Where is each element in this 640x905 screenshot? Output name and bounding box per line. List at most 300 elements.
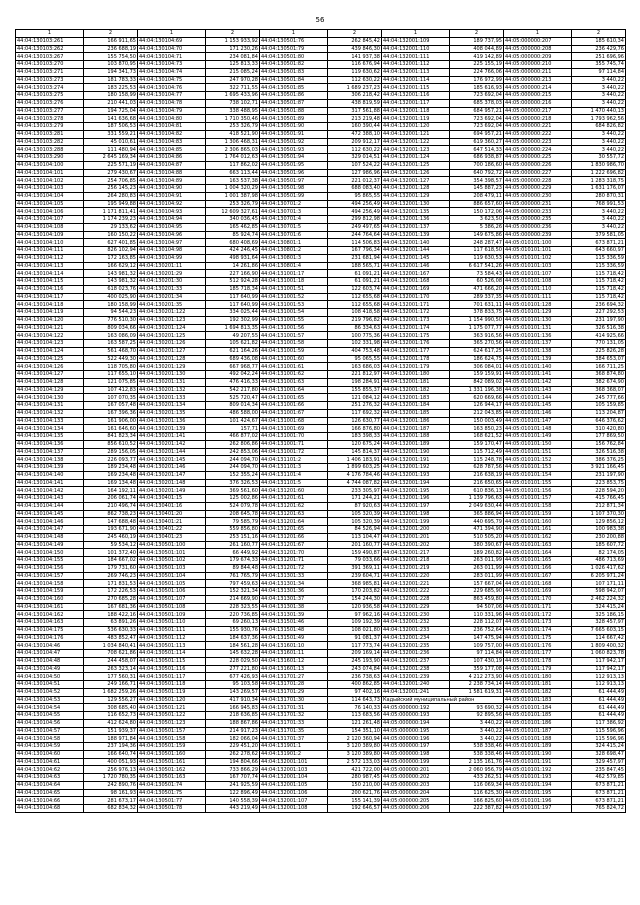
cadastral-value-cell: 328 698,47 [572, 750, 626, 758]
cadastral-value-cell: 471 666,20 [450, 285, 504, 293]
cadastral-number-cell: 44:04:130501:95 [260, 161, 328, 169]
cadastral-number-cell: 44:04:130104:161 [16, 603, 84, 611]
cadastral-number-cell: 44:04:130104:88 [138, 169, 206, 177]
cadastral-number-cell: 44:05:000000:210 [504, 61, 572, 69]
cadastral-number-cell: 44:04:132001:103 [260, 766, 328, 774]
cadastral-value-cell: 4 176 784,46 [328, 471, 382, 479]
cadastral-number-cell: 44:04:130104:99 [138, 254, 206, 262]
cadastral-value-cell: 620 669,66 [450, 394, 504, 402]
table-row [16, 471, 626, 479]
cadastral-number-cell: 44:04:130401:20 [138, 510, 206, 518]
cadastral-value-cell: 166 711,25 [572, 363, 626, 371]
cadastral-number-cell: 44:05:010101:139 [504, 355, 572, 363]
cadastral-number-cell: 44:05:010101:171 [504, 603, 572, 611]
cadastral-number-cell: 44:04:130103:278 [16, 115, 84, 123]
cadastral-number-cell: 44:04:131701:29 [260, 688, 328, 696]
cadastral-value-cell: 380 390,67 [450, 541, 504, 549]
cadastral-value-cell: 809 034,66 [84, 324, 138, 332]
cadastral-value-cell: 82 174,05 [572, 549, 626, 557]
cadastral-value-cell: 682 834,32 [84, 805, 138, 813]
cadastral-number-cell: 44:05:010101:190 [504, 750, 572, 758]
cadastral-number-cell: 44:04:132001:112 [382, 61, 450, 69]
cadastral-number-cell: 44:04:131201:65 [260, 526, 328, 534]
cadastral-value-cell: 143 269,57 [206, 688, 260, 696]
cadastral-number-cell: 44:04:130104:102 [16, 177, 84, 185]
cadastral-number-cell: 44:04:130501:93 [260, 146, 328, 154]
cadastral-value-cell: 143 981,32 [84, 278, 138, 286]
cadastral-number-cell: 44:04:130104:55 [16, 712, 84, 720]
cadastral-value-cell: 326 516,38 [572, 448, 626, 456]
cadastral-number-cell: 44:04:132001:104 [260, 774, 328, 782]
cadastral-value-cell: 280 987,45 [328, 774, 382, 782]
cadastral-value-cell: 45 010,61 [84, 138, 138, 146]
cadastral-value-cell: 117 942,17 [572, 657, 626, 665]
cadastral-number-cell: 44:04:130104:133 [16, 417, 84, 425]
cadastral-number-cell: 44:05:010101:188 [504, 735, 572, 743]
cadastral-number-cell: 44:04:130501:158 [138, 735, 206, 743]
cadastral-number-cell: 44:04:130501:80 [260, 53, 328, 61]
table-row [16, 61, 626, 69]
cadastral-number-cell: 44:04:132001:115 [382, 84, 450, 92]
table-row [16, 285, 626, 293]
cadastral-value-cell: 354 398,57 [450, 177, 504, 185]
cadastral-value-cell: 115 718,42 [572, 270, 626, 278]
cadastral-value-cell: 723 692,04 [450, 92, 504, 100]
cadastral-value-cell: 229 451,20 [206, 743, 260, 751]
cadastral-number-cell: 44:04:130201:122 [138, 309, 206, 317]
cadastral-value-cell: 685 378,03 [450, 99, 504, 107]
cadastral-number-cell: 44:04:131901:2 [260, 750, 328, 758]
cadastral-value-cell: 1 830 986,70 [572, 161, 626, 169]
cadastral-value-cell: 79 585,79 [206, 518, 260, 526]
cadastral-number-cell: 44:04:130104:85 [138, 146, 206, 154]
cadastral-value-cell: 210 441,03 [84, 99, 138, 107]
cadastral-value-cell: 510 505,20 [450, 533, 504, 541]
table-row [16, 130, 626, 138]
cadastral-value-cell: 542 217,80 [206, 386, 260, 394]
cadastral-number-cell: 44:04:130104:56 [16, 719, 84, 727]
cadastral-number-cell: 44:04:130501:87 [260, 99, 328, 107]
cadastral-number-cell: 44:05:000000:198 [382, 750, 450, 758]
cadastral-number-cell: 44:04:130501:112 [138, 634, 206, 642]
cadastral-value-cell: 1 694 813,35 [206, 324, 260, 332]
cadastral-value-cell: 561 468,70 [84, 347, 138, 355]
cadastral-number-cell: 44:04:130104:96 [138, 231, 206, 239]
cadastral-value-cell: 122 603,74 [328, 285, 382, 293]
cadastral-value-cell: 188 971,84 [84, 735, 138, 743]
cadastral-value-cell: 107 070,35 [84, 394, 138, 402]
cadastral-value-cell: 247 970,28 [206, 76, 260, 84]
cadastral-value-cell: 92 895,56 [450, 712, 504, 720]
cadastral-value-cell: 115 336,59 [572, 254, 626, 262]
cadastral-number-cell: 44:05:000000:224 [504, 146, 572, 154]
cadastral-number-cell: 44:04:130201:126 [138, 340, 206, 348]
cadastral-number-cell: 44:04:130401:22 [138, 526, 206, 534]
cadastral-number-cell: 44:04:130104:65 [16, 789, 84, 797]
cadastral-number-cell: 44:04:130104:103 [16, 185, 84, 193]
cadastral-value-cell: 253 151,16 [206, 533, 260, 541]
cadastral-value-cell: 643 660,97 [572, 247, 626, 255]
cadastral-number-cell: 44:04:132001:179 [382, 363, 450, 371]
cadastral-number-cell: 44:05:010101:196 [504, 797, 572, 805]
cadastral-value-cell: 209 912,17 [328, 138, 382, 146]
table-row [16, 642, 626, 650]
table-row [16, 479, 626, 487]
cadastral-value-cell: 2 462 224,32 [572, 595, 626, 603]
cadastral-value-cell: 230 200,88 [572, 533, 626, 541]
cadastral-number-cell: 44:04:130104:114 [16, 270, 84, 278]
cadastral-number-cell: 44:04:130104:124 [16, 347, 84, 355]
cadastral-number-cell: 44:05:010101:149 [504, 433, 572, 441]
cadastral-value-cell: 185 607,72 [572, 541, 626, 549]
cadastral-number-cell: 44:04:131201:67 [260, 541, 328, 549]
cadastral-number-cell: 44:05:000000:213 [504, 76, 572, 84]
cadastral-number-cell: 44:04:131001:51 [260, 285, 328, 293]
cadastral-number-cell: 44:04:130104:54 [16, 704, 84, 712]
cadastral-number-cell: 44:04:131501:49 [260, 634, 328, 642]
cadastral-value-cell: 329 014,51 [328, 154, 382, 162]
table-row [16, 301, 626, 309]
cadastral-value-cell: 115 248,78 [450, 456, 504, 464]
cadastral-value-cell: 2 060 956,79 [450, 766, 504, 774]
cadastral-value-cell: 1 809 400,32 [572, 642, 626, 650]
cadastral-value-cell: 101 424,67 [206, 417, 260, 425]
cadastral-number-cell: 44:04:130701:2 [260, 200, 328, 208]
cadastral-value-cell: 1 034 840,41 [84, 642, 138, 650]
cadastral-number-cell: 44:04:130104:97 [138, 239, 206, 247]
cadastral-number-cell: 44:05:010101:136 [504, 332, 572, 340]
cadastral-value-cell: 471 394,90 [450, 526, 504, 534]
cadastral-number-cell: 44:04:130201:148 [138, 479, 206, 487]
cadastral-number-cell: 44:04:130104:139 [16, 464, 84, 472]
cadastral-value-cell: 765 824,72 [572, 805, 626, 813]
table-row [16, 781, 626, 789]
cadastral-value-cell: 1 154 990,50 [450, 316, 504, 324]
cadastral-number-cell: 44:04:131001:64 [260, 386, 328, 394]
cadastral-number-cell: 44:04:131201:62 [260, 502, 328, 510]
cadastral-value-cell: 220 736,85 [206, 611, 260, 619]
cadastral-number-cell: 44:04:130104:155 [16, 557, 84, 565]
cadastral-value-cell: 231 681,94 [328, 254, 382, 262]
cadastral-number-cell: 44:04:130201:29 [138, 270, 206, 278]
cadastral-number-cell: 44:04:131001:53 [260, 301, 328, 309]
table-row [16, 626, 626, 634]
cadastral-number-cell: 44:04:132001:217 [382, 549, 450, 557]
cadastral-value-cell: 107 171,11 [572, 580, 626, 588]
cadastral-value-cell: 167 707,74 [206, 774, 260, 782]
cadastral-value-cell: 166 640,74 [84, 750, 138, 758]
cadastral-number-cell: 44:04:131301:36 [260, 588, 328, 596]
cadastral-value-cell: 476 416,33 [206, 378, 260, 386]
table-row [16, 402, 626, 410]
cadastral-number-cell: 44:04:130501:122 [138, 712, 206, 720]
cadastral-value-cell: 306 084,01 [450, 363, 504, 371]
cadastral-value-cell: 112 630,22 [328, 146, 382, 154]
column-header: 1 [16, 30, 84, 38]
cadastral-number-cell: 44:04:132001:101 [260, 758, 328, 766]
cadastral-value-cell: 415 766,45 [572, 495, 626, 503]
cadastral-value-cell: 157,71 [206, 425, 260, 433]
cadastral-value-cell: 355 745,74 [572, 61, 626, 69]
table-row [16, 588, 626, 596]
cadastral-value-cell: 73 584,43 [450, 270, 504, 278]
cadastral-number-cell: 44:04:132001:121 [382, 130, 450, 138]
cadastral-number-cell: 44:04:130501:116 [138, 665, 206, 673]
table-row [16, 797, 626, 805]
column-header: 2 [328, 30, 382, 38]
cadastral-value-cell: 110 331,96 [450, 611, 504, 619]
cadastral-value-cell: 69 260,13 [206, 619, 260, 627]
cadastral-number-cell: 44:04:130104:113 [16, 262, 84, 270]
cadastral-number-cell: 44:05:000000:196 [382, 735, 450, 743]
cadastral-value-cell: 113 104,47 [328, 533, 382, 541]
cadastral-number-cell: 44:04:132001:176 [382, 340, 450, 348]
cadastral-number-cell: 44:04:130104:148 [16, 533, 84, 541]
cadastral-number-cell: 44:04:130104:117 [16, 293, 84, 301]
cadastral-value-cell: 118 705,80 [84, 363, 138, 371]
cadastral-value-cell: 210 496,74 [84, 502, 138, 510]
cadastral-number-cell: 44:05:010101:195 [504, 789, 572, 797]
cadastral-number-cell: 44:04:131001:72 [260, 448, 328, 456]
cadastral-number-cell: 44:04:130103:274 [16, 84, 84, 92]
table-row [16, 161, 626, 169]
cadastral-number-cell: 44:05:000000:218 [504, 115, 572, 123]
cadastral-value-cell: 145 887,23 [450, 185, 504, 193]
table-row [16, 154, 626, 162]
cadastral-value-cell: 97 114,84 [450, 650, 504, 658]
cadastral-value-cell: 183 398,33 [328, 433, 382, 441]
cadastral-number-cell: 44:05:010101:101 [504, 247, 572, 255]
cadastral-number-cell: 44:04:130104:140 [16, 471, 84, 479]
cadastral-number-cell: 44:04:132001:180 [382, 371, 450, 379]
cadastral-number-cell: 44:04:132001:167 [382, 270, 450, 278]
cadastral-value-cell: 117 640,99 [206, 293, 260, 301]
cadastral-number-cell: 44:04:130501:88 [260, 107, 328, 115]
cadastral-value-cell: 886 657,60 [450, 200, 504, 208]
cadastral-value-cell: 159 170,47 [450, 440, 504, 448]
cadastral-value-cell: 236 694,32 [572, 301, 626, 309]
cadastral-value-cell: 483 852,47 [84, 634, 138, 642]
cadastral-number-cell: 44:05:010101:189 [504, 743, 572, 751]
cadastral-number-cell: 44:04:130501:89 [260, 115, 328, 123]
cadastral-value-cell: 3 440,22 [572, 223, 626, 231]
cadastral-number-cell: 44:04:131001:55 [260, 316, 328, 324]
table-row [16, 510, 626, 518]
cadastral-value-cell: 386 376,25 [572, 456, 626, 464]
cadastral-number-cell: 44:04:130103:277 [16, 107, 84, 115]
cadastral-number-cell: 44:05:010101:107 [504, 270, 572, 278]
cadastral-number-cell: 44:04:130201:34 [138, 293, 206, 301]
cadastral-value-cell: 365 270,56 [450, 340, 504, 348]
cadastral-number-cell: 44:04:131701:30 [260, 696, 328, 704]
cadastral-value-cell: 167 396,36 [84, 409, 138, 417]
cadastral-value-cell: 2 049 630,44 [450, 502, 504, 510]
cadastral-value-cell: 262 806,86 [206, 440, 260, 448]
table-row [16, 495, 626, 503]
cadastral-number-cell: 44:04:130501:77 [138, 797, 206, 805]
cadastral-number-cell: 44:04:131101:4 [260, 471, 328, 479]
cadastral-number-cell: 44:04:130104:58 [16, 735, 84, 743]
cadastral-number-cell: 44:04:130501:97 [260, 177, 328, 185]
cadastral-value-cell: 647 514,33 [450, 146, 504, 154]
cadastral-value-cell: 95 065,55 [328, 355, 382, 363]
cadastral-number-cell: 44:04:130104:100 [16, 161, 84, 169]
cadastral-number-cell: 44:04:132001:139 [382, 231, 450, 239]
cadastral-number-cell: 44:04:130104:130 [16, 394, 84, 402]
cadastral-value-cell: 115 596,96 [572, 727, 626, 735]
cadastral-number-cell: 44:04:132001:119 [382, 115, 450, 123]
cadastral-number-cell: 44:04:130104:175 [16, 626, 84, 634]
cadastral-number-cell: 44:04:130104:158 [16, 580, 84, 588]
cadastral-number-cell: 44:04:130104:101 [16, 169, 84, 177]
cadastral-value-cell: 2 572 133,03 [328, 758, 382, 766]
cadastral-number-cell: 44:04:130104:48 [16, 657, 84, 665]
cadastral-number-cell: 44:04:130104:110 [16, 239, 84, 247]
table-row [16, 115, 626, 123]
cadastral-value-cell: 163 686,03 [328, 363, 382, 371]
cadastral-number-cell: 44:04:130201:35 [138, 301, 206, 309]
cadastral-value-cell: 3 440,22 [572, 146, 626, 154]
cadastral-value-cell: 225 155,19 [450, 61, 504, 69]
cadastral-value-cell: 166 876,80 [328, 425, 382, 433]
cadastral-number-cell: 44:04:130801:4 [260, 262, 328, 270]
cadastral-number-cell: 44:04:132001:202 [382, 541, 450, 549]
cadastral-value-cell: 159 159,91 [450, 371, 504, 379]
cadastral-number-cell: 44:04:132001:222 [382, 588, 450, 596]
cadastral-value-cell: 306 218,42 [328, 92, 382, 100]
cadastral-value-cell: 462 579,85 [572, 774, 626, 782]
cadastral-value-cell: 172 226,53 [84, 588, 138, 596]
cadastral-value-cell: 164 192,11 [84, 487, 138, 495]
cadastral-value-cell: 236 738,63 [328, 673, 382, 681]
cadastral-value-cell: 60 526,08 [450, 278, 504, 286]
cadastral-value-cell: 154 244,30 [328, 595, 382, 603]
cadastral-number-cell: 44:04:130501:119 [138, 688, 206, 696]
cadastral-number-cell: 44:04:131501:46 [260, 619, 328, 627]
cadastral-value-cell: 192 646,57 [328, 805, 382, 813]
cadastral-number-cell: 44:04:130104:64 [16, 781, 84, 789]
cadastral-value-cell: 113 683,56 [328, 712, 382, 720]
cadastral-value-cell: 279 430,67 [84, 169, 138, 177]
cadastral-number-cell: 44:04:130104:137 [16, 448, 84, 456]
cadastral-number-cell: 44:05:000000:195 [382, 727, 450, 735]
cadastral-number-cell: 44:04:132001:198 [382, 510, 450, 518]
cadastral-number-cell: 44:04:131001:61 [260, 363, 328, 371]
cadastral-value-cell: 107 524,22 [328, 161, 382, 169]
cadastral-value-cell: 331 559,21 [84, 130, 138, 138]
cadastral-number-cell: 44:04:130103:281 [16, 130, 84, 138]
cadastral-number-cell: 44:04:130104:50 [16, 673, 84, 681]
cadastral-number-cell: 44:04:130501:117 [138, 673, 206, 681]
table-row [16, 735, 626, 743]
cadastral-value-cell: 61 444,49 [572, 696, 626, 704]
cadastral-value-cell: 225 571,19 [84, 161, 138, 169]
cadastral-number-cell: 44:04:132001:233 [382, 626, 450, 634]
cadastral-value-cell: 122 896,49 [206, 789, 260, 797]
cadastral-value-cell: 486 713,69 [572, 557, 626, 565]
cadastral-value-cell: 640 792,72 [450, 169, 504, 177]
cadastral-number-cell: 44:04:132001:129 [382, 192, 450, 200]
cadastral-value-cell: 109 757,00 [450, 642, 504, 650]
table-row [16, 247, 626, 255]
cadastral-number-cell: 44:04:130501:86 [260, 92, 328, 100]
cadastral-number-cell: 44:04:130104:105 [16, 200, 84, 208]
cadastral-number-cell: 44:04:132001:240 [382, 681, 450, 689]
cadastral-number-cell: 44:04:132001:145 [382, 254, 450, 262]
cadastral-value-cell: 177 560,31 [84, 673, 138, 681]
cadastral-value-cell: 140 558,39 [206, 797, 260, 805]
cadastral-value-cell: 147 475,94 [450, 634, 504, 642]
cadastral-number-cell: 44:04:130104:127 [16, 371, 84, 379]
table-header-row [16, 30, 626, 38]
cadastral-number-cell: 44:04:130501:103 [138, 564, 206, 572]
table-row [16, 371, 626, 379]
cadastral-value-table [15, 29, 626, 813]
cadastral-value-cell: 97 962,16 [328, 611, 382, 619]
cadastral-number-cell: 44:04:130501:114 [138, 650, 206, 658]
cadastral-number-cell: 44:05:010101:156 [504, 487, 572, 495]
cadastral-value-cell: 227 166,90 [206, 270, 260, 278]
cadastral-number-cell: 44:04:130201:135 [138, 409, 206, 417]
cadastral-number-cell: 44:04:132001:110 [382, 45, 450, 53]
cadastral-number-cell: 44:04:130701:5 [260, 223, 328, 231]
cadastral-value-cell: 229 685,90 [450, 588, 504, 596]
cadastral-value-cell: 228 112,07 [450, 619, 504, 627]
cadastral-number-cell: 44:04:132001:106 [260, 789, 328, 797]
cadastral-value-cell: 4 212 273,90 [450, 673, 504, 681]
cadastral-value-cell: 29 133,62 [84, 223, 138, 231]
cadastral-value-cell: 1 026 417,62 [572, 564, 626, 572]
table-row [16, 107, 626, 115]
cadastral-value-cell: 256 145,23 [84, 185, 138, 193]
cadastral-number-cell: 44:04:130501:159 [138, 743, 206, 751]
cadastral-number-cell: 44:05:010101:164 [504, 549, 572, 557]
cadastral-value-cell: 673 871,21 [572, 797, 626, 805]
cadastral-value-cell: 105 621,82 [206, 340, 260, 348]
cadastral-value-cell: 145 814,37 [328, 448, 382, 456]
table-row [16, 169, 626, 177]
cadastral-value-cell: 100 983,38 [572, 526, 626, 534]
cadastral-number-cell: 44:04:130104:92 [138, 200, 206, 208]
cadastral-number-cell: 44:04:130201:11 [138, 262, 206, 270]
cadastral-value-cell: 112 655,68 [328, 301, 382, 309]
cadastral-number-cell: 44:04:130201:145 [138, 456, 206, 464]
cadastral-number-cell: 44:04:130104:150 [16, 549, 84, 557]
cadastral-value-cell: 61 444,49 [572, 688, 626, 696]
cadastral-number-cell: 44:04:132001:177 [382, 347, 450, 355]
cadastral-value-cell: 228 029,50 [206, 657, 260, 665]
table-row [16, 239, 626, 247]
cadastral-value-cell: 308 685,40 [84, 704, 138, 712]
cadastral-value-cell: 85 924,74 [206, 231, 260, 239]
cadastral-value-cell: 684 957,21 [450, 107, 504, 115]
cadastral-value-cell: 243 074,84 [328, 665, 382, 673]
cadastral-value-cell: 227 292,53 [572, 309, 626, 317]
cadastral-value-cell: 723 692,04 [450, 115, 504, 123]
cadastral-number-cell: 44:04:130104:106 [16, 208, 84, 216]
cadastral-value-cell: 325 186,15 [572, 611, 626, 619]
cadastral-number-cell: 44:04:130103:273 [16, 76, 84, 84]
cadastral-number-cell: 44:04:131601:13 [260, 665, 328, 673]
cadastral-number-cell: 44:04:132001:184 [382, 402, 450, 410]
cadastral-number-cell: 44:05:010101:158 [504, 502, 572, 510]
column-header: 1 [260, 30, 328, 38]
table-row [16, 665, 626, 673]
cadastral-number-cell: 44:04:130801:1 [260, 239, 328, 247]
cadastral-value-cell: 165 462,85 [206, 223, 260, 231]
cadastral-value-cell: 400 025,90 [84, 293, 138, 301]
cadastral-value-cell: 326 516,38 [572, 324, 626, 332]
